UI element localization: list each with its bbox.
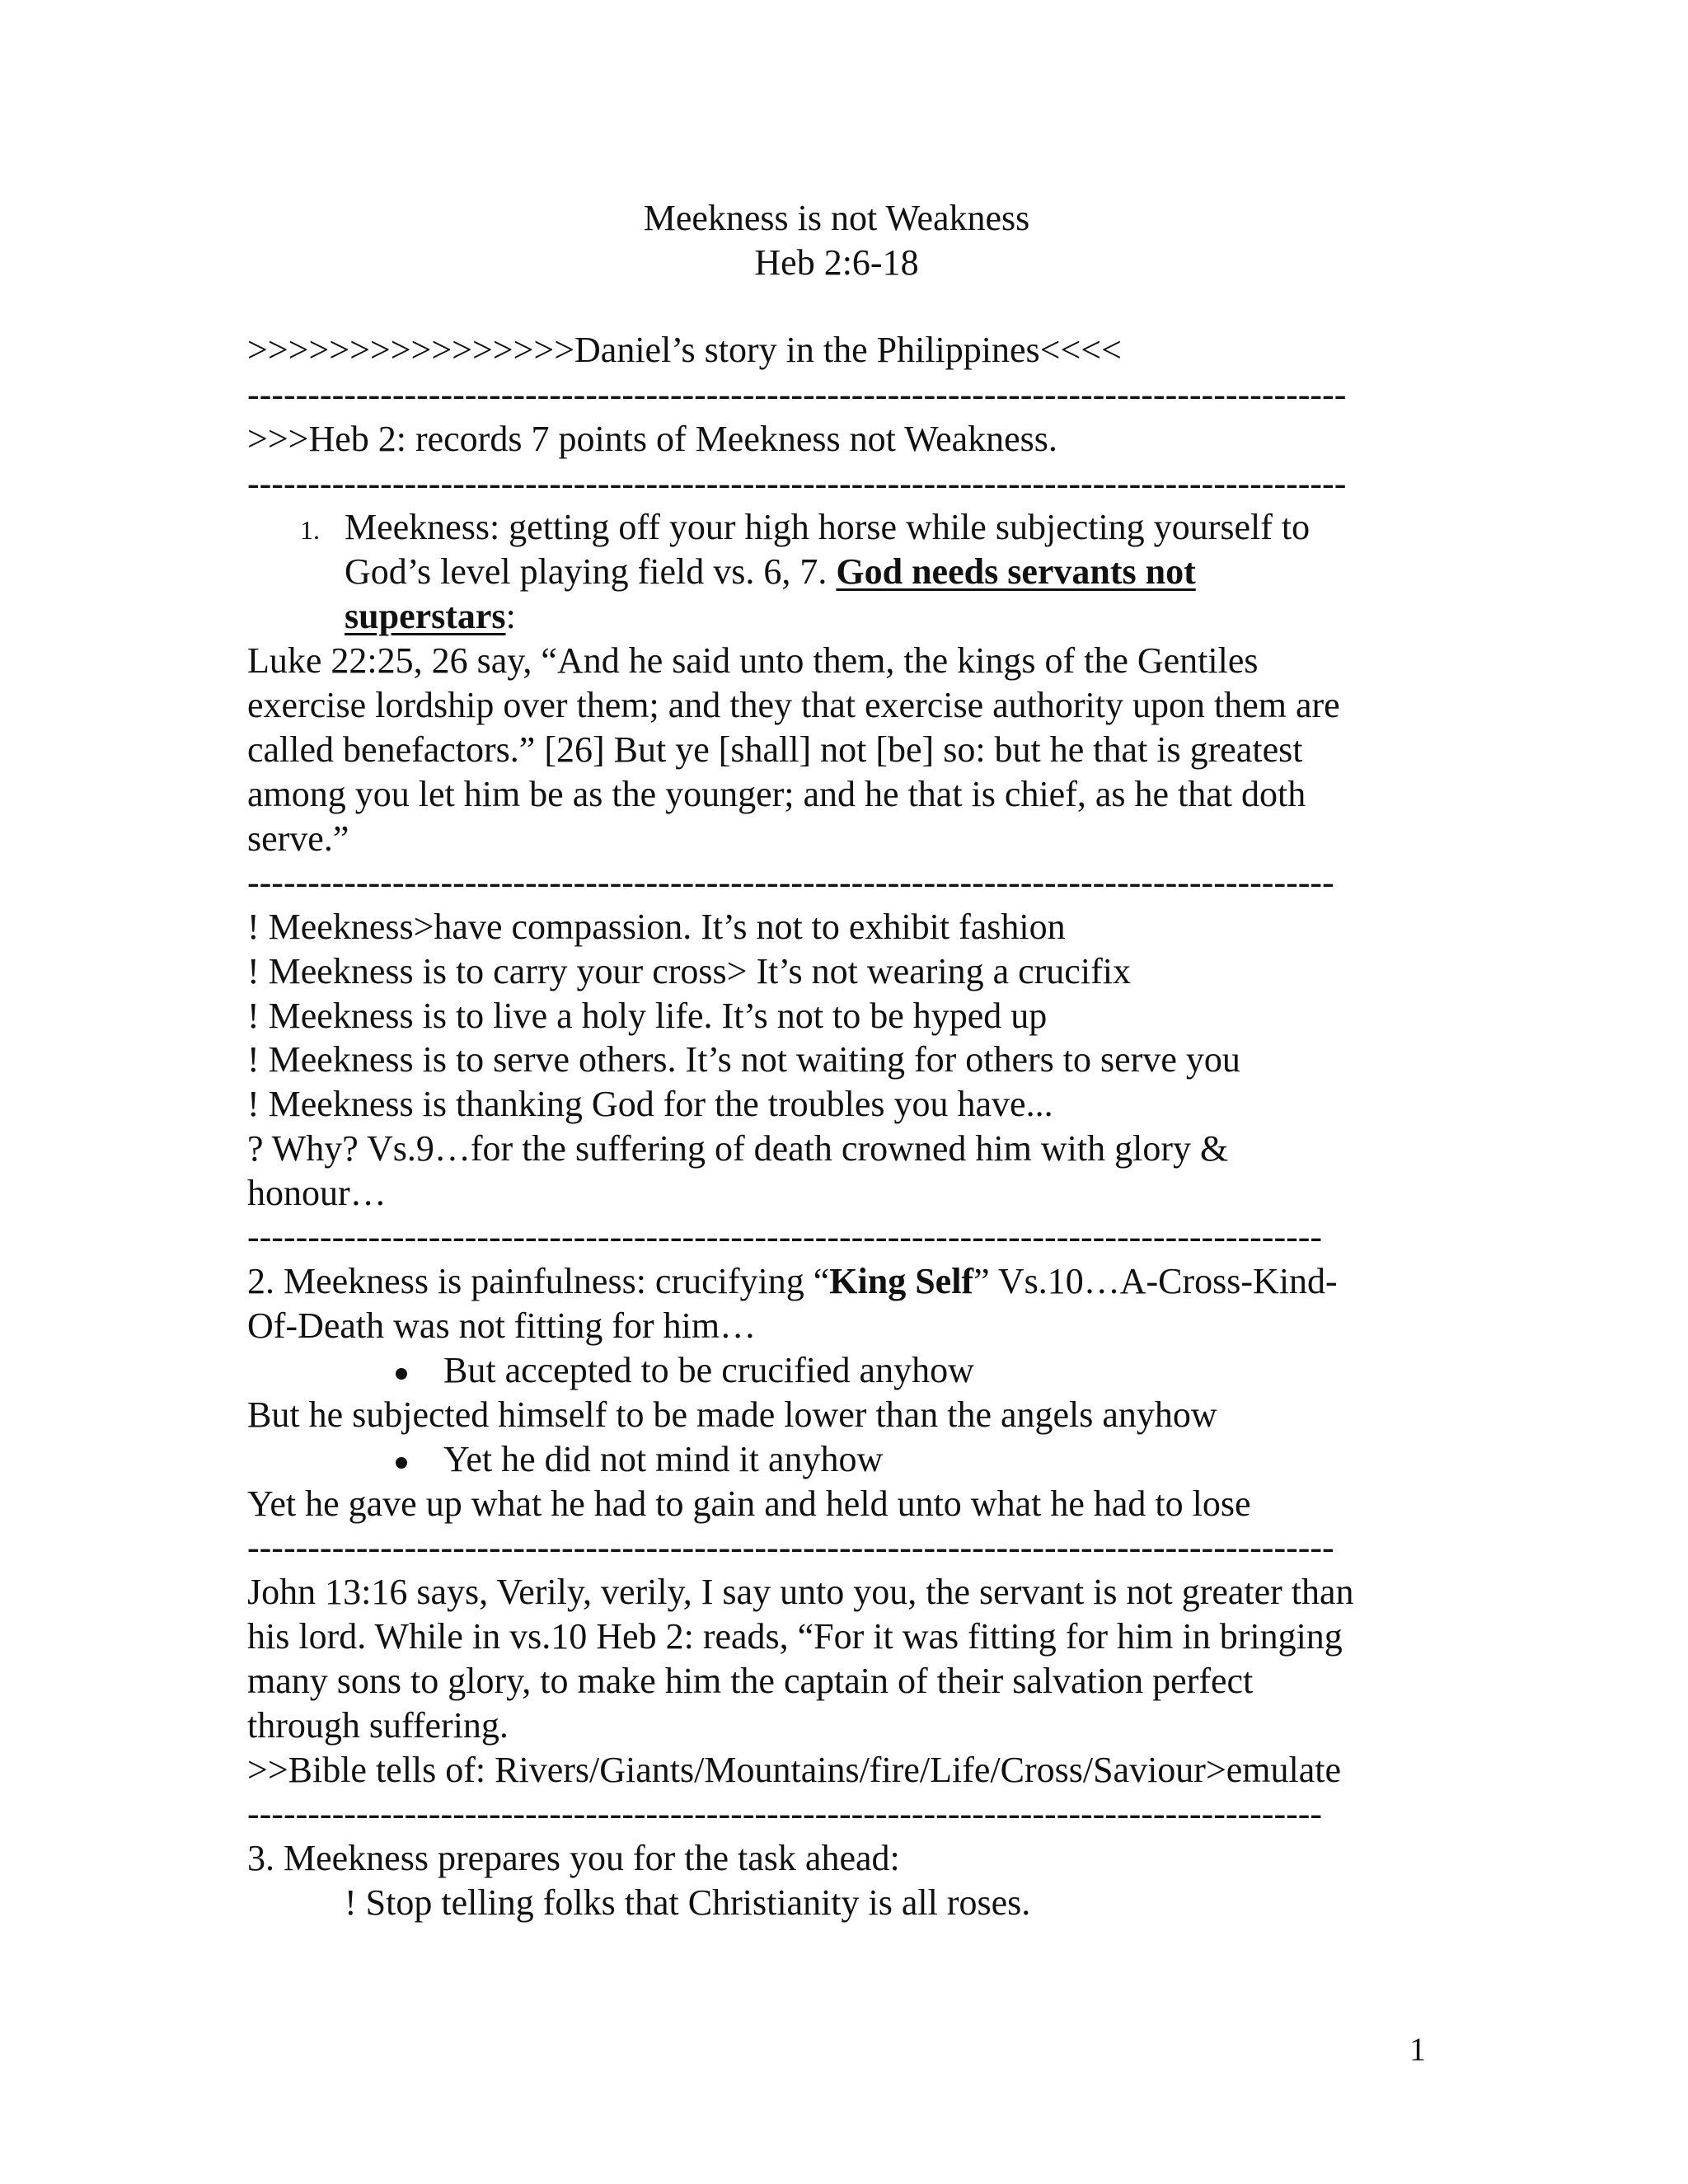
point1-emphasis-superstars: superstars bbox=[345, 596, 506, 636]
point2-line2: Of-Death was not fitting for him… bbox=[247, 1305, 757, 1346]
meekness-point: ! Meekness is to live a holy life. It’s not to be hyped up bbox=[247, 996, 1048, 1036]
point2-bullet: Yet he did not mind it anyhow bbox=[443, 1439, 884, 1479]
separator: ------------------------------------------------------------------------------------------ bbox=[247, 862, 1334, 902]
page-number: 1 bbox=[1409, 2031, 1426, 2068]
meekness-point: ! Meekness is to serve others. It’s not waiting for others to serve you bbox=[247, 1039, 1240, 1080]
point3-line1: 3. Meekness prepares you for the task ahead: bbox=[247, 1838, 900, 1878]
point2-line: But he subjected himself to be made lower than the angels anyhow bbox=[247, 1394, 1217, 1435]
meekness-point: ! Meekness is to carry your cross> It’s not wearing a crucifix bbox=[247, 951, 1131, 991]
meekness-point: ! Meekness>have compassion. It’s not to exhibit fashion bbox=[247, 907, 1066, 947]
john-line: John 13:16 says, Verily, verily, I say unto you, the servant is not greater than bbox=[247, 1572, 1354, 1612]
luke-line: called benefactors.” [26] But ye [shall] not [be] so: but he that is greatest bbox=[247, 729, 1303, 770]
john-line: many sons to glory, to make him the captain of their salvation perfect bbox=[247, 1661, 1254, 1701]
point1-line1: Meekness: getting off your high horse while subjecting yourself to bbox=[345, 507, 1311, 547]
luke-line: among you let him be as the younger; and he that is chief, as he that doth bbox=[247, 774, 1306, 814]
separator: ----------------------------------------------------------------------------------------- bbox=[247, 1793, 1323, 1834]
intro-line: >>>>>>>>>>>>>>>>Daniel’s story in the Philippines<<<< bbox=[247, 330, 1122, 370]
john-line: his lord. While in vs.10 Heb 2: reads, “For it was fitting for him in bringing bbox=[247, 1616, 1343, 1657]
meekness-point: ! Meekness is thanking God for the troubles you have... bbox=[247, 1084, 1053, 1124]
point1-line2: God’s level playing field vs. 6, 7. God needs servants not bbox=[345, 551, 1196, 592]
separator: ----------------------------------------------------------------------------------------- bbox=[247, 1216, 1323, 1257]
meekness-point: ? Why? Vs.9…for the suffering of death crowned him with glory & bbox=[247, 1128, 1229, 1169]
john-line: through suffering. bbox=[247, 1705, 509, 1746]
page-title: Meekness is not Weakness bbox=[643, 198, 1030, 238]
separator: ------------------------------------------------------------------------------------------- bbox=[247, 374, 1347, 415]
bullet-dot-icon bbox=[396, 1348, 407, 1393]
point2-line: Yet he gave up what he had to gain and held unto what he had to lose bbox=[247, 1483, 1251, 1524]
meekness-point: honour… bbox=[247, 1173, 387, 1213]
page-subtitle: Heb 2:6-18 bbox=[754, 242, 919, 283]
point1-number: 1. bbox=[300, 515, 320, 545]
point1-line3: superstars: bbox=[345, 596, 516, 636]
bullet-dot-icon bbox=[396, 1437, 407, 1482]
point3-line2: ! Stop telling folks that Christianity is all roses. bbox=[345, 1882, 1031, 1923]
john-line: >>Bible tells of: Rivers/Giants/Mountains/fire/Life/Cross/Saviour>emulate bbox=[247, 1750, 1342, 1790]
separator: ------------------------------------------------------------------------------------------- bbox=[247, 463, 1347, 504]
heb-intro-line: >>>Heb 2: records 7 points of Meekness not Weakness. bbox=[247, 419, 1057, 459]
separator: ------------------------------------------------------------------------------------------ bbox=[247, 1527, 1334, 1568]
point2-bullet: But accepted to be crucified anyhow bbox=[443, 1350, 974, 1390]
point1-emphasis: God needs servants not bbox=[836, 551, 1196, 592]
king-self-emphasis: King Self bbox=[829, 1261, 974, 1301]
luke-line: exercise lordship over them; and they that exercise authority upon them are bbox=[247, 685, 1340, 725]
luke-line: Luke 22:25, 26 say, “And he said unto them, the kings of the Gentiles bbox=[247, 640, 1259, 681]
point2-line1: 2. Meekness is painfulness: crucifying “King Self” Vs.10…A-Cross-Kind- bbox=[247, 1261, 1338, 1301]
luke-line: serve.” bbox=[247, 818, 349, 859]
